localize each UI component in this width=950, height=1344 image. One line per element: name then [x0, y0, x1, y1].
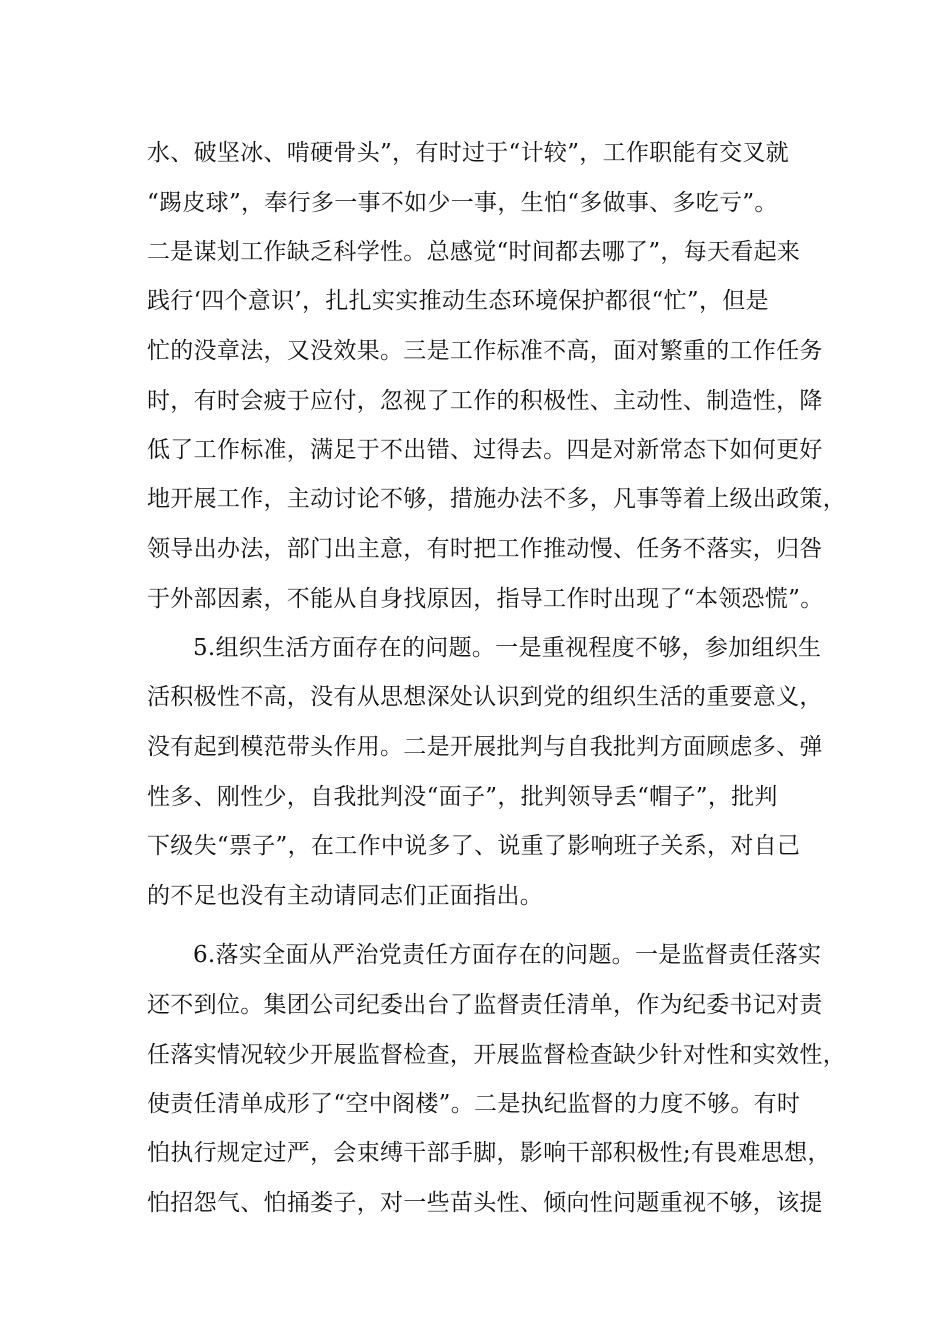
- text-line: 地开展工作，主动讨论不够，措施办法不多，凡事等着上级出政策，: [147, 486, 846, 512]
- text-line: 的不足也没有主动请同志们正面指出。: [147, 883, 544, 909]
- text-line: 领导出办法，部门出主意，有时把工作推动慢、任务不落实，归咎: [147, 536, 823, 562]
- text-line: 怕招怨气、怕捅娄子，对一些苗头性、倾向性问题重视不够，该提: [147, 1190, 823, 1216]
- text-line: 没有起到模范带头作用。二是开展批判与自我批判方面顾虑多、弹: [147, 734, 823, 760]
- text-line: 使责任清单成形了“空中阁楼”。二是执纪监督的力度不够。有时: [147, 1091, 801, 1117]
- text-line: “踢皮球”，奉行多一事不如少一事，生怕“多做事、多吃亏”。: [147, 190, 778, 216]
- section-heading-6: 6.落实全面从严治党责任方面存在的问题。一是监督责任落实: [193, 942, 822, 968]
- text-line: 水、破坚冰、啃硬骨头”，有时过于“计较”，工作职能有交叉就: [147, 140, 789, 166]
- text-line: 忙的没章法，又没效果。三是工作标准不高，面对繁重的工作任务: [147, 338, 823, 364]
- text-line: 于外部因素，不能从自身找原因，指导工作时出现了“本领恐慌”。: [147, 586, 824, 612]
- text-line: 怕执行规定过严，会束缚干部手脚，影响干部积极性;有畏难思想，: [147, 1140, 831, 1166]
- text-line: 践行‘四个意识’，扎扎实实推动生态环境保护都很“忙”，但是: [147, 288, 769, 314]
- text-line: 任落实情况较少开展监督检查，开展监督检查缺少针对性和实效性，: [147, 1042, 846, 1068]
- text-line: 性多、刚性少，自我批判没“面子”，批判领导丢“帽子”，批判: [147, 784, 778, 810]
- text-line: 还不到位。集团公司纪委出台了监督责任清单，作为纪委书记对责: [147, 992, 823, 1018]
- text-line: 时，有时会疲于应付，忽视了工作的积极性、主动性、制造性，降: [147, 388, 823, 414]
- text-line: 二是谋划工作缺乏科学性。总感觉“时间都去哪了”，每天看起来: [147, 239, 801, 265]
- section-heading-5: 5.组织生活方面存在的问题。一是重视程度不够，参加组织生: [193, 635, 822, 661]
- text-line: 下级失“票子”，在工作中说多了、说重了影响班子关系，对自己: [147, 833, 801, 859]
- text-line: 活积极性不高，没有从思想深处认识到党的组织生活的重要意义，: [147, 684, 823, 710]
- text-line: 低了工作标准，满足于不出错、过得去。四是对新常态下如何更好: [147, 437, 823, 463]
